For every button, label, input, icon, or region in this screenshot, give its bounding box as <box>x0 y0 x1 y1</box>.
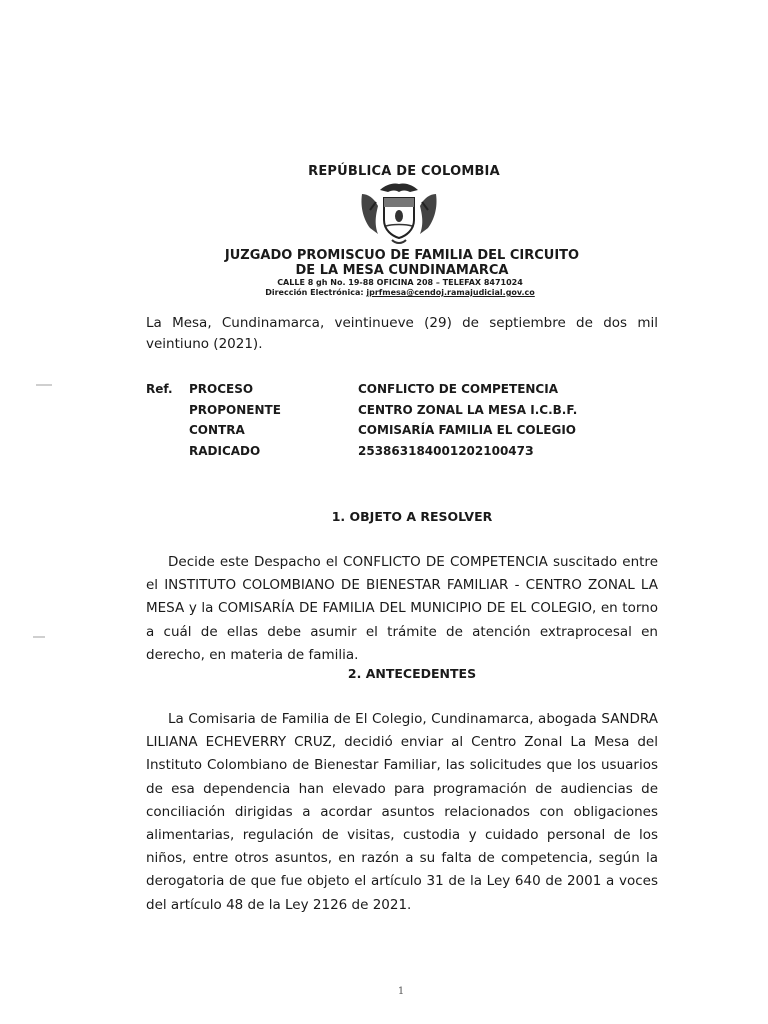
court-name <box>0 248 768 278</box>
reference-value: 25386318400120210047З <box>358 443 534 458</box>
court-name-line2: DE LA MESA CUNDINAMARCA <box>295 263 509 278</box>
court-email: jprfmesa@cendoj.ramajudicial.gov.co <box>366 288 535 297</box>
reference-row <box>146 423 666 444</box>
country-title: REPÚBLICA DE COLOMBIA <box>308 164 500 179</box>
scan-artifact-bottom <box>33 636 45 638</box>
reference-value: CENTRO ZONAL LA MESA I.C.B.F. <box>358 402 578 417</box>
reference-value: COMISARÍA FAMILIA EL COLEGIO <box>358 423 576 437</box>
reference-label: CONTRA <box>189 423 245 437</box>
colombia-coat-of-arms-icon <box>356 180 442 246</box>
reference-label: RADICADO <box>189 443 261 458</box>
page-number: 1 <box>397 986 405 997</box>
reference-value: CONFLICTO DE COMPETENCIA <box>358 382 558 396</box>
court-email-line <box>0 288 768 298</box>
reference-row <box>146 382 666 403</box>
section-paragraph-objeto: Decide este Despacho el CONFLICTO DE COMPETENCIA suscitado entre el INSTITUTO COLOMBIANO DE BIENESTAR FAMILIAR - CENTRO ZONAL LA MESA y la COMISARÍA DE FAMILIA DEL MUNICIPIO DE EL COLEGIO, en torno a cuál de ellas debe asumir el trámite de atención extraprocesal en derecho, en materia de familia. <box>146 554 658 663</box>
court-contact <box>0 278 768 298</box>
section-heading-antecedentes: 2. ANTECEDENTES <box>347 666 477 681</box>
court-address: CALLE 8 gh No. 19-88 OFICINA 208 – TELEFAX 8471024 <box>277 278 523 287</box>
date-line: La Mesa, Cundinamarca, veintinueve (29) de septiembre de dos mil veintiuno (2021). <box>146 315 658 352</box>
reference-block <box>146 382 666 464</box>
scan-artifact-top <box>36 384 52 386</box>
reference-label: PROCESO <box>189 382 254 396</box>
reference-row <box>146 444 666 465</box>
court-email-label: Dirección Electrónica: <box>265 288 367 297</box>
reference-row <box>146 403 666 424</box>
court-name-line1: JUZGADO PROMISCUO DE FAMILIA DEL CIRCUITO <box>224 248 580 263</box>
reference-label: PROPONENTE <box>189 402 281 417</box>
section-paragraph-antecedentes: La Comisaria de Familia de El Colegio, Cundinamarca, abogada SANDRA LILIANA ECHEVERRY CRUZ, decidió enviar al Centro Zonal La Mesa del Instituto Colombiano de Bienestar Familiar, las solicitudes que los usuarios de esa dependencia han elevado para programación de audiencias de conciliación dirigidas a acordar asuntos relacionados con obligaciones alimentarias, regulación de visitas, custodia y cuidado personal de los niños, entre otros asuntos, en razón a su falta de competencia, según la derogatoria de que fue objeto el artículo 31 de la Ley 640 de 2001 a voces del artículo 48 de la Ley 2126 de 2021. <box>146 711 658 913</box>
reference-prefix: Ref. <box>146 382 173 396</box>
section-heading-objeto: 1. OBJETO A RESOLVER <box>331 509 493 524</box>
